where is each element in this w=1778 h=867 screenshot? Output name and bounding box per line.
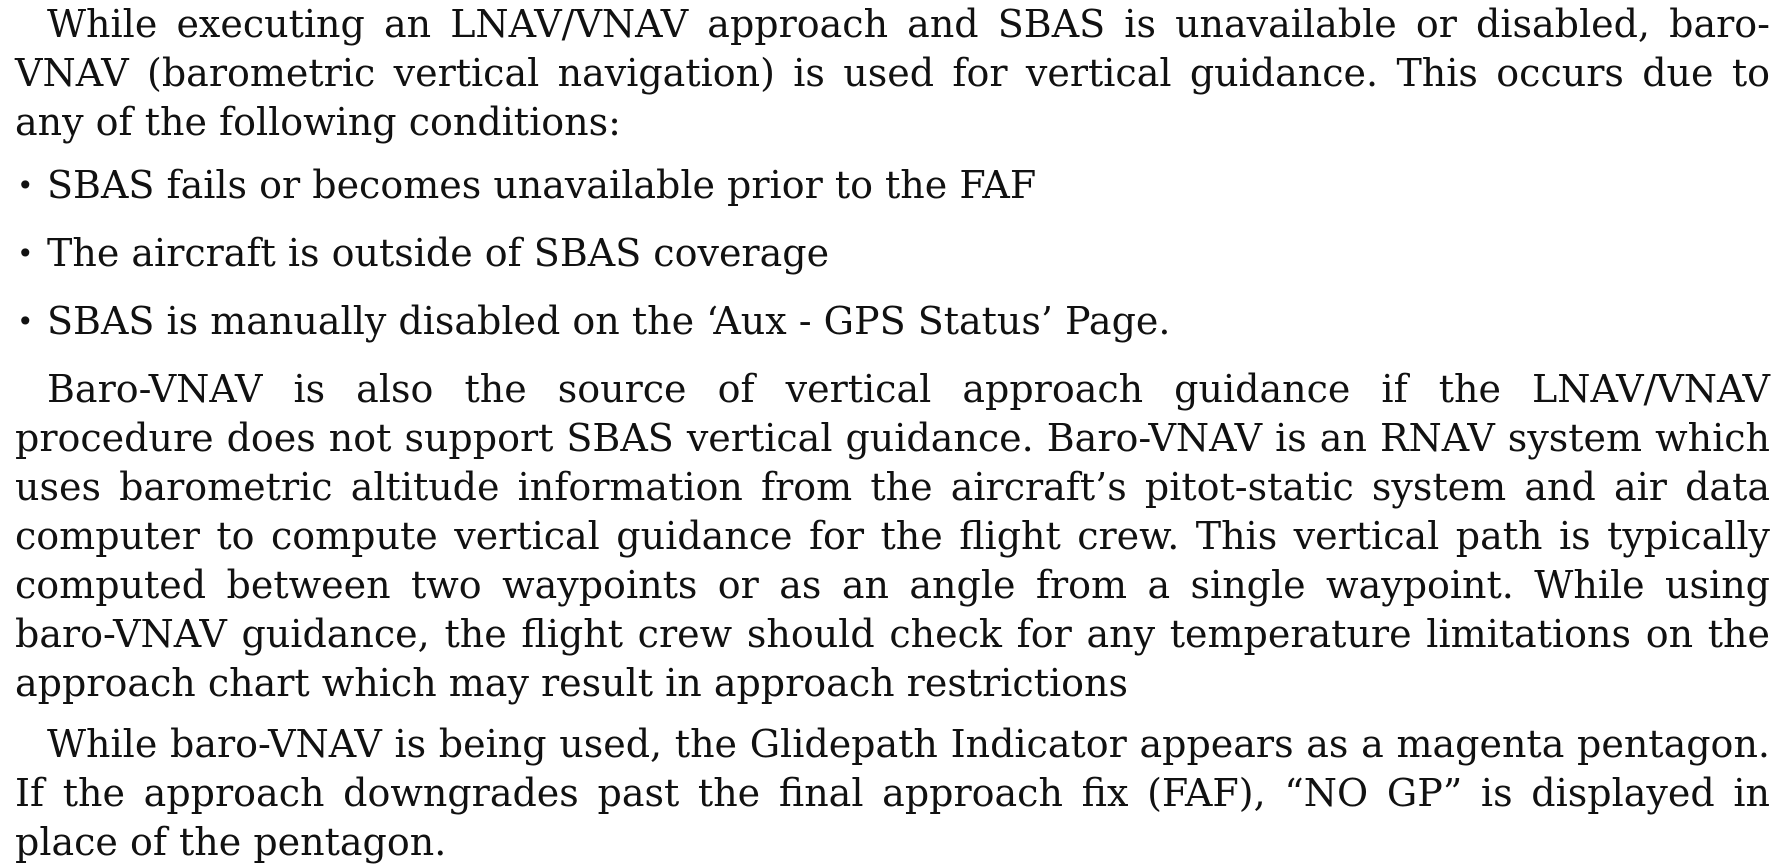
bullet-icon: •	[17, 305, 34, 338]
bullet-icon: •	[17, 169, 34, 202]
list-item	[15, 161, 1770, 210]
intro-paragraph: While executing an LNAV/VNAV approach and SBAS is unavailable or disabled, baro-VNAV (barometric vertical navigation) is used for vertical guidance. This occurs due to any of the following conditions:	[15, 2, 1770, 144]
list-item-text: SBAS is manually disabled on the ‘Aux - GPS Status’ Page.	[47, 299, 1171, 343]
document-page	[15, 0, 1770, 867]
baro-vnav-paragraph: Baro-VNAV is also the source of vertical approach guidance if the LNAV/VNAV procedure does not support SBAS vertical guidance. Baro-VNAV is an RNAV system which uses barometric altitude information from the aircraft’s pitot-static system and air data computer to compute vertical guidance for the flight crew. This vertical path is typically computed between two waypoints or as an angle from a single waypoint. While using baro-VNAV guidance, the flight crew should check for any temperature limitations on the approach chart which may result in approach restrictions	[15, 367, 1770, 705]
list-item	[15, 229, 1770, 278]
glidepath-paragraph: While baro-VNAV is being used, the Glidepath Indicator appears as a magenta pentagon. If the approach downgrades past the final approach fix (FAF), “NO GP” is displayed in place of the pentagon.	[15, 722, 1770, 864]
bullet-icon: •	[17, 237, 34, 270]
list-item-text: The aircraft is outside of SBAS coverage	[47, 231, 830, 275]
list-item	[15, 297, 1770, 346]
conditions-list	[15, 161, 1770, 346]
list-item-text: SBAS fails or becomes unavailable prior to the FAF	[47, 163, 1037, 207]
